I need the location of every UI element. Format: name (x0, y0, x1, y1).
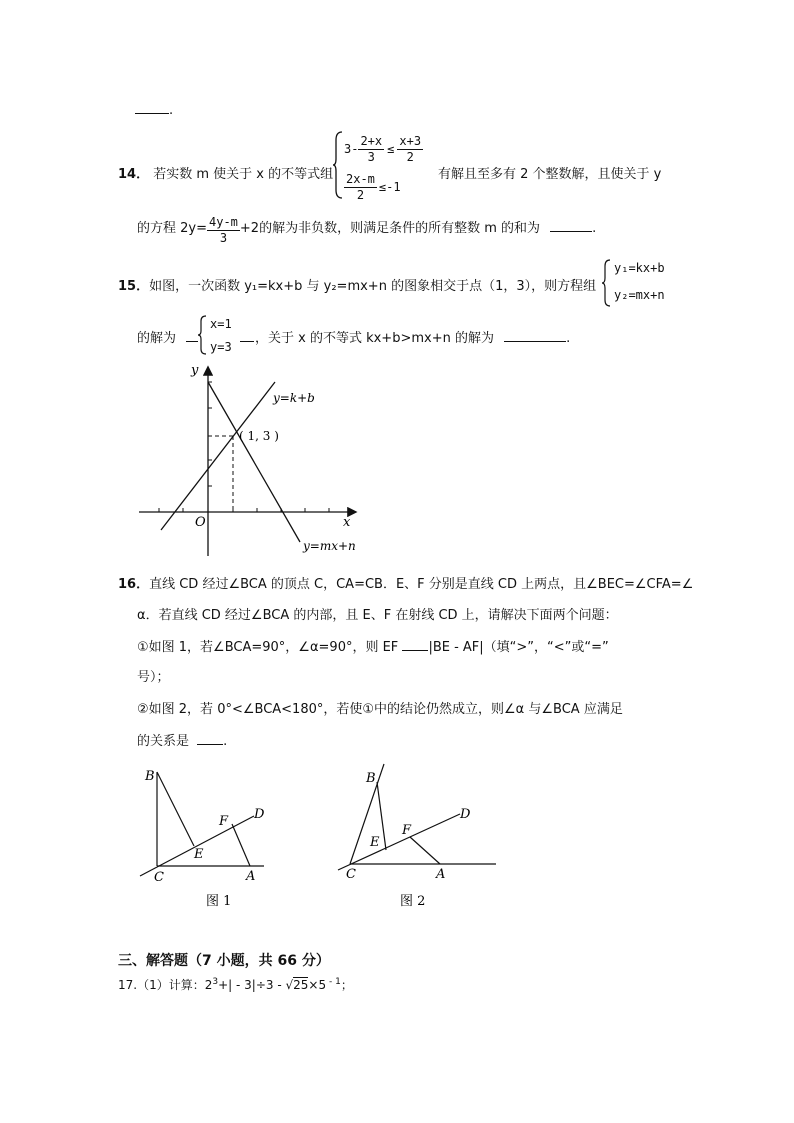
fig2-caption: 图 2 (400, 894, 426, 909)
fig2-label-D: D (460, 807, 471, 822)
question-number: 16． (118, 577, 150, 592)
q15-answer-brace (198, 314, 208, 356)
fig1-label-E: E (194, 847, 204, 862)
q15-ans1: x=1 (210, 317, 232, 331)
fig2-label-A: A (436, 867, 446, 882)
q16-line1: 16．直线 CD 经过∠BCA 的顶点 C，CA=CB．E、F 分别是直线 CD 上两点，且∠BEC=∠CFA=∠ (118, 577, 694, 592)
intersection-label: ( 1, 3 ) (239, 429, 279, 443)
answer-blank (186, 331, 198, 342)
q15-ans2: y=3 (210, 340, 232, 354)
q16-part1: ①如图 1，若∠BCA=90°，∠α=90°，则 EF |BE - AF|（填“>”，“<”或“=” (137, 640, 609, 655)
fig2-label-F: F (402, 823, 412, 838)
fig1-label-F: F (219, 814, 229, 829)
line-mx-n (208, 382, 300, 542)
answer-blank (197, 744, 223, 745)
q15-brace (602, 258, 612, 308)
answer-blank (240, 331, 254, 342)
q16-part2-end: 的关系是 . (137, 734, 228, 749)
section-title: 三、解答题（7 小题，共 66 分） (118, 953, 330, 969)
answer-blank (504, 341, 566, 342)
fraction: $\frac{2+x}{3}$ (360, 134, 383, 164)
fig1-caption: 图 1 (206, 894, 232, 909)
q15-line1: 15．如图，一次函数 y₁=kx+b 与 y₂=mx+n 的图象相交于点（1，3），则方程组 (118, 279, 597, 294)
q14-tail: 有解且至多有 2 个整数解，且使关于 y (438, 167, 662, 182)
fig2-label-C: C (346, 867, 356, 882)
line2-label: y=mx+n (303, 539, 356, 553)
q13-tail: . (135, 103, 173, 118)
q14-ineq1: 3- $\frac{2+x}{3}$ ≤ $\frac{x+3}{2}$ (344, 134, 422, 164)
q16-part1-end: 号）； (137, 670, 170, 685)
fraction: $\frac{2x-m}{2}$ (346, 172, 375, 202)
fraction: $\frac{4y-m}{3}$ (209, 215, 238, 245)
function-graph (135, 360, 395, 560)
figure-2 (332, 760, 502, 912)
q16-part2: ②如图 2，若 0°<∠BCA<180°，若使①中的结论仍然成立，则∠α 与∠BCA 应满足 (137, 702, 623, 717)
question-number: 14． (118, 167, 150, 182)
answer-blank (135, 113, 169, 114)
fig1-label-B: B (145, 769, 155, 784)
answer-blank (402, 650, 428, 651)
fig1-label-C: C (154, 870, 164, 885)
fig2-label-B: B (366, 771, 376, 786)
q15-sys2: y₂=mx+n (614, 288, 665, 302)
q17-line1: 17.（1）计算：$2^3+| - 3|\div 3 - √25\times 5$ $^{- 1}$； (118, 977, 353, 992)
sqrt-symbol: √ (285, 978, 294, 992)
origin-label: O (195, 515, 206, 530)
line1-label: y=k+b (273, 391, 315, 405)
figure-1 (132, 760, 282, 912)
q14-line2: 的方程 2y= $\frac{4y-m}{3}$ +2的解为非负数，则满足条件的所有整数 m 的和为 . (137, 215, 597, 245)
fig1-label-D: D (254, 807, 265, 822)
fraction: $\frac{x+3}{2}$ (399, 134, 422, 164)
line-kx-b (161, 382, 275, 530)
answer-blank (550, 231, 592, 232)
q15-sys1: y₁=kx+b (614, 261, 665, 275)
q14-lead: 若实数 m 使关于 x 的不等式组 (153, 167, 334, 182)
q15-line2-tail: ，关于 x 的不等式 kx+b>mx+n 的解为 . (255, 331, 571, 346)
x-axis-label: x (343, 515, 351, 530)
q16-line2: α．若直线 CD 经过∠BCA 的内部，且 E、F 在射线 CD 上，请解决下面两个问题： (137, 608, 618, 623)
q14-line1 (118, 163, 333, 182)
y-axis-label: y (191, 363, 199, 378)
question-number: 15． (118, 279, 150, 294)
q15-line2-pre: 的解为 (137, 331, 177, 346)
q14-brace (332, 130, 344, 200)
fig1-label-A: A (246, 869, 256, 884)
fig2-label-E: E (370, 835, 380, 850)
q14-ineq2: $\frac{2x-m}{2}$ ≤-1 (346, 172, 401, 202)
